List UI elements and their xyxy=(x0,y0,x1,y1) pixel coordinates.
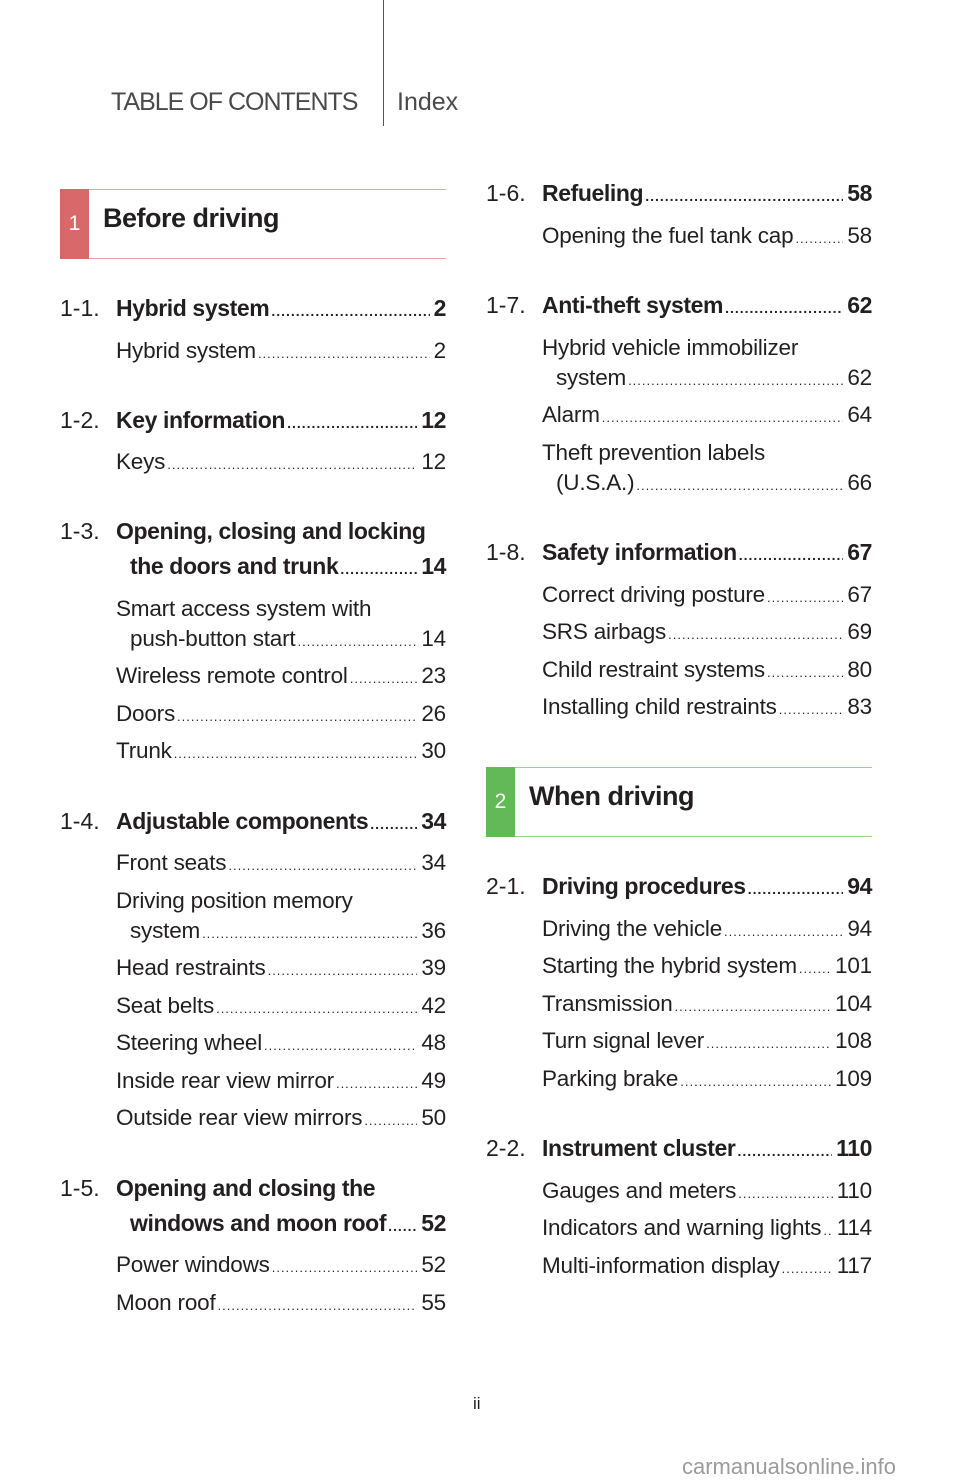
toc-item[interactable]: Keys ..... 12 xyxy=(116,451,446,474)
banner-bottom-rule xyxy=(515,836,872,837)
toc-tab[interactable]: TABLE OF CONTENTS xyxy=(111,88,358,116)
toc-item[interactable]: Power windows ..... 52 xyxy=(116,1254,446,1277)
index-tab[interactable]: Index xyxy=(397,88,459,116)
toc-item[interactable]: Installing child restraints ..... 83 xyxy=(542,696,872,719)
toc-item[interactable]: Seat belts ..... 42 xyxy=(116,995,446,1018)
chapter-number: 1-4. xyxy=(60,808,100,834)
banner-top-rule xyxy=(89,189,446,190)
toc-item[interactable]: Correct driving posture ..... 67 xyxy=(542,584,872,607)
chapter-number: 2-1. xyxy=(486,873,526,899)
toc-item[interactable]: Hybrid system ..... 2 xyxy=(116,340,446,363)
chapter-number: 1-6. xyxy=(486,180,526,206)
section-2-banner xyxy=(486,767,872,837)
banner-top-rule xyxy=(515,767,872,768)
chapter-link[interactable]: Driving procedures ..... 94 xyxy=(542,875,872,898)
section-number: 1 xyxy=(60,189,89,259)
chapter-link[interactable]: Hybrid system ..... 2 xyxy=(116,297,446,320)
chapter-number: 1-8. xyxy=(486,539,526,565)
toc-item[interactable]: Child restraint systems ..... 80 xyxy=(542,659,872,682)
toc-item-line1[interactable]: Theft prevention labels xyxy=(542,440,766,465)
page-number: ii xyxy=(473,1394,481,1413)
toc-item[interactable]: Trunk ..... 30 xyxy=(116,740,446,763)
toc-item[interactable]: Driving the vehicle ..... 94 xyxy=(542,918,872,941)
chapter-link[interactable]: the doors and trunk ..... 14 xyxy=(130,555,446,578)
toc-item[interactable]: Alarm ..... 64 xyxy=(542,404,872,427)
toc-item-line1[interactable]: Driving position memory xyxy=(116,888,353,913)
chapter-number: 1-2. xyxy=(60,407,100,433)
toc-item[interactable]: system ..... 62 xyxy=(556,367,872,390)
toc-item[interactable]: Indicators and warning lights ..... 114 xyxy=(542,1217,872,1240)
toc-item[interactable]: SRS airbags ..... 69 xyxy=(542,621,872,644)
toc-item-line1[interactable]: Smart access system with xyxy=(116,596,372,621)
toc-item[interactable]: Gauges and meters ..... 110 xyxy=(542,1180,872,1203)
toc-item[interactable]: Turn signal lever ..... 108 xyxy=(542,1030,872,1053)
chapter-title-line1[interactable]: Opening and closing the xyxy=(116,1175,376,1201)
chapter-number: 1-5. xyxy=(60,1175,100,1201)
toc-item[interactable]: Front seats ..... 34 xyxy=(116,852,446,875)
toc-item[interactable]: Transmission ..... 104 xyxy=(542,993,872,1016)
toc-item[interactable]: Multi-information display ..... 117 xyxy=(542,1255,872,1278)
chapter-link[interactable]: Instrument cluster ..... 110 xyxy=(542,1137,872,1160)
chapter-link[interactable]: Anti-theft system ..... 62 xyxy=(542,294,872,317)
toc-item[interactable]: Head restraints ..... 39 xyxy=(116,957,446,980)
header-divider xyxy=(383,0,384,126)
toc-item[interactable]: (U.S.A.) ..... 66 xyxy=(556,472,872,495)
section-1-banner xyxy=(60,189,446,259)
chapter-link[interactable]: Safety information ..... 67 xyxy=(542,541,872,564)
toc-item[interactable]: Starting the hybrid system ..... 101 xyxy=(542,955,872,978)
toc-item[interactable]: Doors ..... 26 xyxy=(116,703,446,726)
chapter-link[interactable]: Refueling ..... 58 xyxy=(542,182,872,205)
section-title: When driving xyxy=(529,781,694,811)
chapter-number: 1-3. xyxy=(60,518,100,544)
toc-item[interactable]: Wireless remote control ..... 23 xyxy=(116,665,446,688)
chapter-link[interactable]: Adjustable components ..... 34 xyxy=(116,810,446,833)
chapter-link[interactable]: windows and moon roof ..... 52 xyxy=(130,1212,446,1235)
toc-item-line1[interactable]: Hybrid vehicle immobilizer xyxy=(542,335,799,360)
toc-item[interactable]: Moon roof ..... 55 xyxy=(116,1292,446,1315)
banner-bottom-rule xyxy=(89,258,446,259)
toc-item[interactable]: Opening the fuel tank cap ..... 58 xyxy=(542,225,872,248)
chapter-title-line1[interactable]: Opening, closing and locking xyxy=(116,518,426,544)
watermark: carmanualsonline.info xyxy=(682,1454,897,1479)
chapter-number: 1-1. xyxy=(60,295,100,321)
toc-item[interactable]: push-button start ..... 14 xyxy=(130,628,446,651)
section-number: 2 xyxy=(486,767,515,837)
section-title: Before driving xyxy=(103,203,280,233)
toc-item[interactable]: Parking brake ..... 109 xyxy=(542,1068,872,1091)
chapter-number: 2-2. xyxy=(486,1135,526,1161)
chapter-link[interactable]: Key information ..... 12 xyxy=(116,409,446,432)
toc-item[interactable]: Inside rear view mirror ..... 49 xyxy=(116,1070,446,1093)
toc-item[interactable]: Steering wheel ..... 48 xyxy=(116,1032,446,1055)
toc-item[interactable]: system ..... 36 xyxy=(130,920,446,943)
toc-item[interactable]: Outside rear view mirrors ..... 50 xyxy=(116,1107,446,1130)
chapter-number: 1-7. xyxy=(486,292,526,318)
